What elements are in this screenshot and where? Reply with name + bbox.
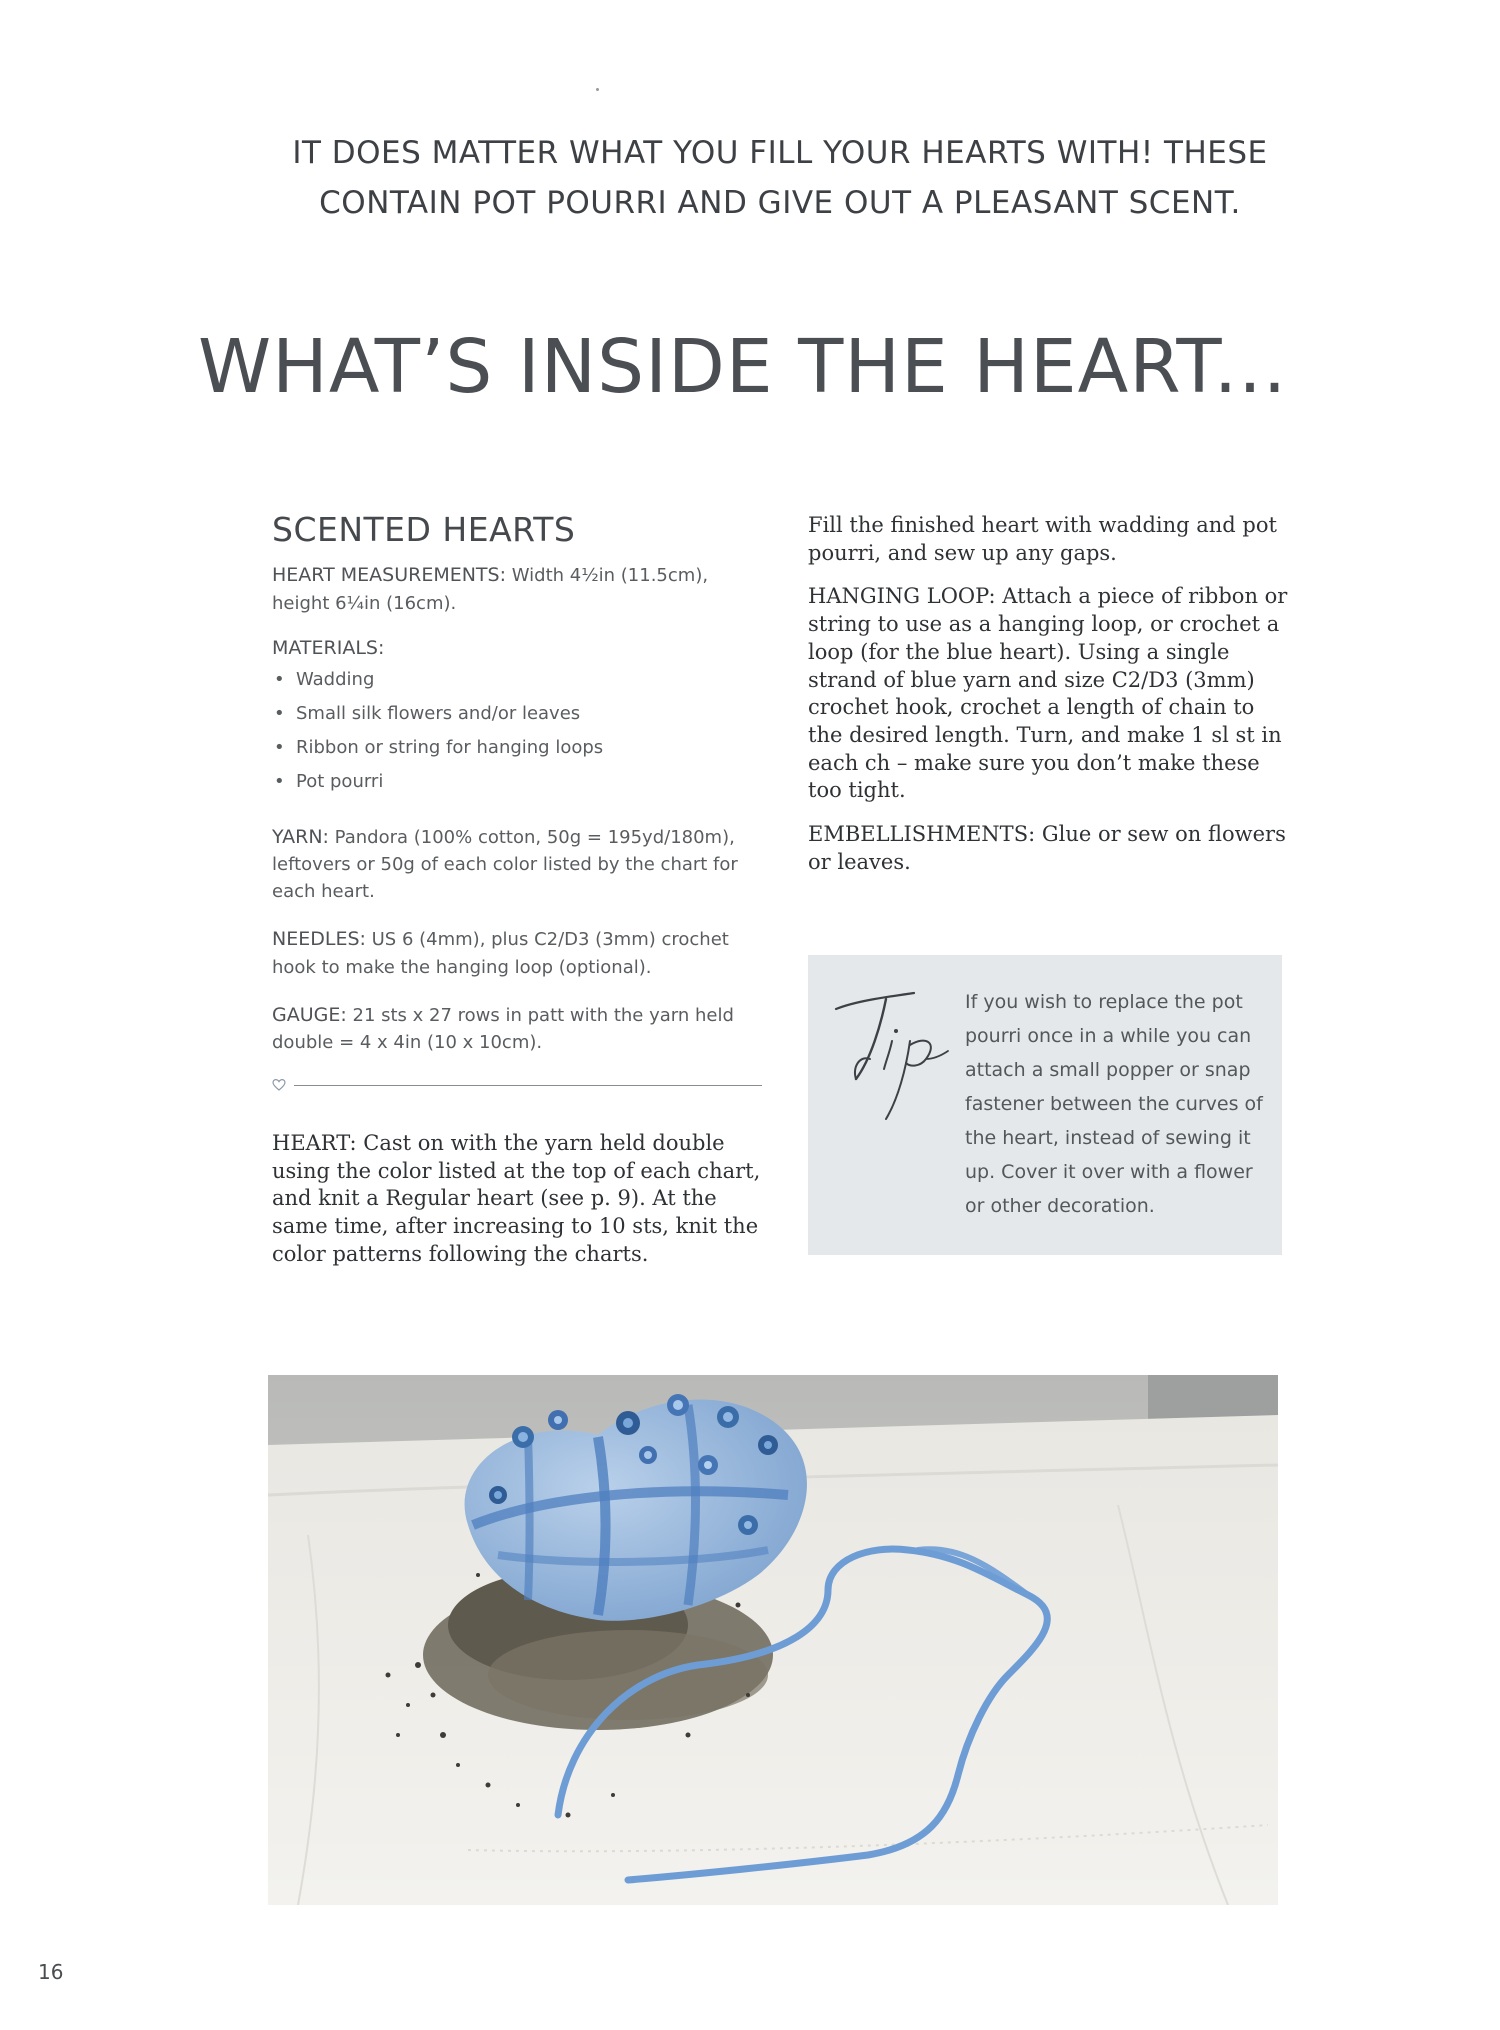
heart-paragraph	[272, 1130, 762, 1269]
tip-box	[808, 955, 1282, 1255]
tip-text: If you wish to replace the pot pourri once in a while you can attach a small popper or snap fastener between the curves of the heart, instead of sewing it up. Cover it over with a flower or other decoration.	[965, 991, 1263, 1217]
hanging-loop-label: HANGING LOOP:	[808, 584, 996, 609]
embellishments-label: EMBELLISHMENTS:	[808, 822, 1036, 847]
material-text: Wadding	[296, 668, 375, 690]
material-text: Pot pourri	[296, 770, 384, 792]
measurements-text: Width 4½in (11.5cm), height 6¼in (16cm).	[272, 565, 709, 614]
heart-icon	[272, 1078, 286, 1092]
scan-mark	[596, 88, 599, 91]
page-title: WHAT’S INSIDE THE HEART...	[198, 324, 1288, 410]
intro-line-2: CONTAIN POT POURRI AND GIVE OUT A PLEASANT SCENT.	[319, 185, 1241, 222]
fill-paragraph: Fill the finished heart with wadding and pot pourri, and sew up any gaps.	[808, 513, 1277, 565]
intro-text	[240, 128, 1320, 228]
heart-label: HEART:	[272, 1131, 357, 1155]
embellishments-text: Glue or sew on flowers or leaves.	[808, 822, 1286, 874]
yarn-paragraph	[272, 823, 762, 906]
needles-label: NEEDLES:	[272, 928, 366, 950]
section-title: SCENTED HEARTS	[272, 510, 576, 549]
embellishments-paragraph	[808, 821, 1290, 876]
needles-paragraph	[272, 925, 762, 981]
materials-label: MATERIALS:	[272, 636, 385, 659]
gauge-label: GAUGE:	[272, 1003, 347, 1026]
list-item: • Small silk flowers and/or leaves	[274, 702, 581, 724]
materials-list	[272, 663, 762, 799]
divider	[272, 1078, 762, 1092]
tip-script-icon	[826, 979, 956, 1129]
material-text: Ribbon or string for hanging loops	[296, 736, 604, 758]
horizontal-rule	[294, 1085, 762, 1086]
heart-text: Cast on with the yarn held double using the color listed at the top of each chart, and knit a Regular heart (see p. 9). At the same time, after increasing to 10 sts, knit the color patterns following the charts.	[272, 1131, 761, 1266]
left-column	[272, 510, 762, 1285]
hanging-loop-paragraph	[808, 583, 1290, 805]
needles-text: US 6 (4mm), plus C2/D3 (3mm) crochet hook to make the hanging loop (optional).	[272, 929, 729, 978]
measurements-paragraph	[272, 561, 762, 617]
measurements-label: HEART MEASUREMENTS:	[272, 564, 507, 586]
yarn-text: Pandora (100% cotton, 50g = 195yd/180m), leftovers or 50g of each color listed by the chart for each heart.	[272, 826, 738, 902]
right-column	[808, 512, 1290, 893]
photo-illustration	[268, 1375, 1278, 1905]
gauge-text: 21 sts x 27 rows in patt with the yarn held double = 4 x 4in (10 x 10cm).	[272, 1004, 734, 1053]
hanging-loop-text: Attach a piece of ribbon or string to use as a hanging loop, or crochet a loop (for the blue heart). Using a single strand of blue yarn and size C2/D3 (3mm) crochet hook, crochet a length of chain to the desired length. Turn, and make 1 sl st in each ch – make sure you don’t make these too tight.	[808, 584, 1288, 803]
photo-scented-heart	[268, 1375, 1278, 1905]
gauge-paragraph	[272, 1001, 762, 1057]
list-item: • Pot pourri	[274, 770, 384, 792]
list-item: • Wadding	[274, 668, 375, 690]
list-item: • Ribbon or string for hanging loops	[274, 736, 604, 758]
page-number: 16	[38, 1960, 64, 1984]
intro-line-1: IT DOES MATTER WHAT YOU FILL YOUR HEARTS WITH! THESE	[292, 135, 1268, 171]
yarn-label: YARN:	[272, 825, 329, 848]
material-text: Small silk flowers and/or leaves	[296, 702, 581, 724]
